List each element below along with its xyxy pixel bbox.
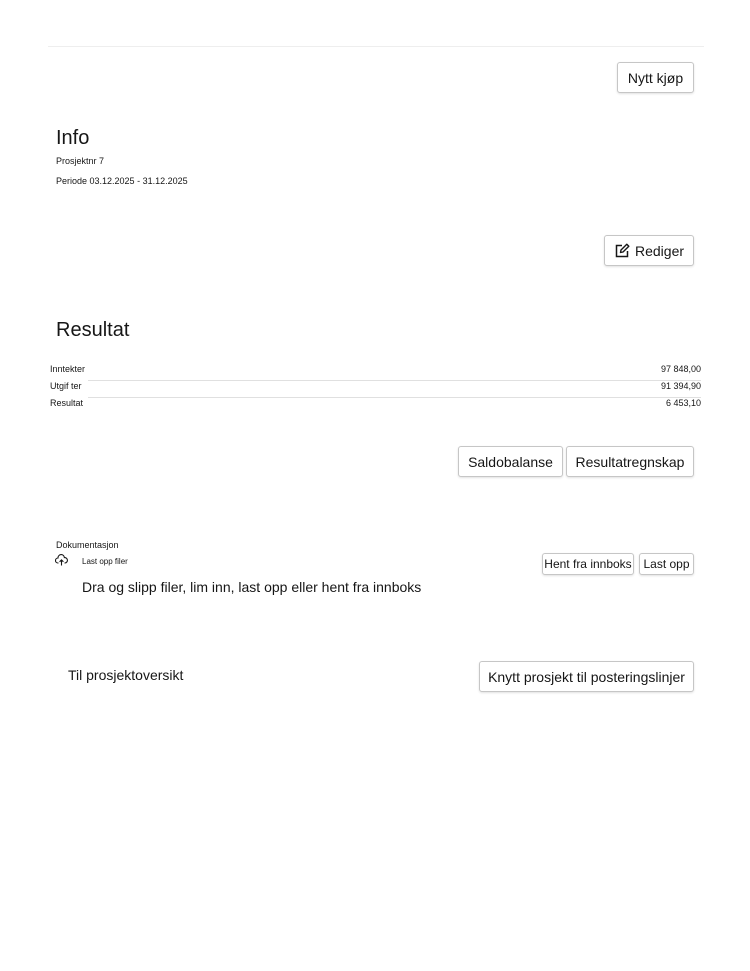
project-overview-link[interactable]: Til prosjektoversikt: [68, 667, 184, 683]
result-value: 6 453,10: [665, 397, 701, 408]
result-row-expenses: [50, 377, 701, 394]
edit-icon: [614, 243, 630, 259]
income-value: 97 848,00: [660, 363, 701, 374]
fetch-from-inbox-button[interactable]: Hent fra innboks: [542, 553, 634, 575]
result-title: Resultat: [56, 319, 130, 341]
expenses-value: 91 394,90: [660, 380, 701, 391]
edit-button[interactable]: [604, 235, 694, 266]
result-row-income: [50, 360, 701, 377]
new-purchase-button[interactable]: Nytt kjøp: [617, 62, 694, 93]
documentation-title: Dokumentasjon: [56, 540, 119, 550]
result-label: Resultat: [50, 397, 84, 408]
top-divider: [48, 46, 704, 47]
dropzone[interactable]: Dra og slipp filer, lim inn, last opp eller hent fra innboks: [82, 579, 422, 595]
link-project-to-postings-button[interactable]: Knytt prosjekt til posteringslinjer: [479, 661, 694, 692]
result-row-result: [50, 394, 701, 411]
upload-button[interactable]: Last opp: [639, 553, 694, 575]
edit-button-label: Rediger: [634, 242, 685, 259]
cloud-upload-icon: [55, 553, 68, 571]
info-title: Info: [56, 127, 90, 149]
income-statement-button[interactable]: Resultatregnskap: [566, 446, 694, 477]
income-label: Inntekter: [50, 363, 86, 374]
project-period: Periode 03.12.2025 - 31.12.2025: [56, 176, 188, 186]
upload-hint: Last opp filer: [82, 557, 128, 566]
expenses-label: Utgif ter: [50, 380, 82, 391]
balance-button[interactable]: Saldobalanse: [458, 446, 563, 477]
project-number: Prosjektnr 7: [56, 156, 105, 166]
